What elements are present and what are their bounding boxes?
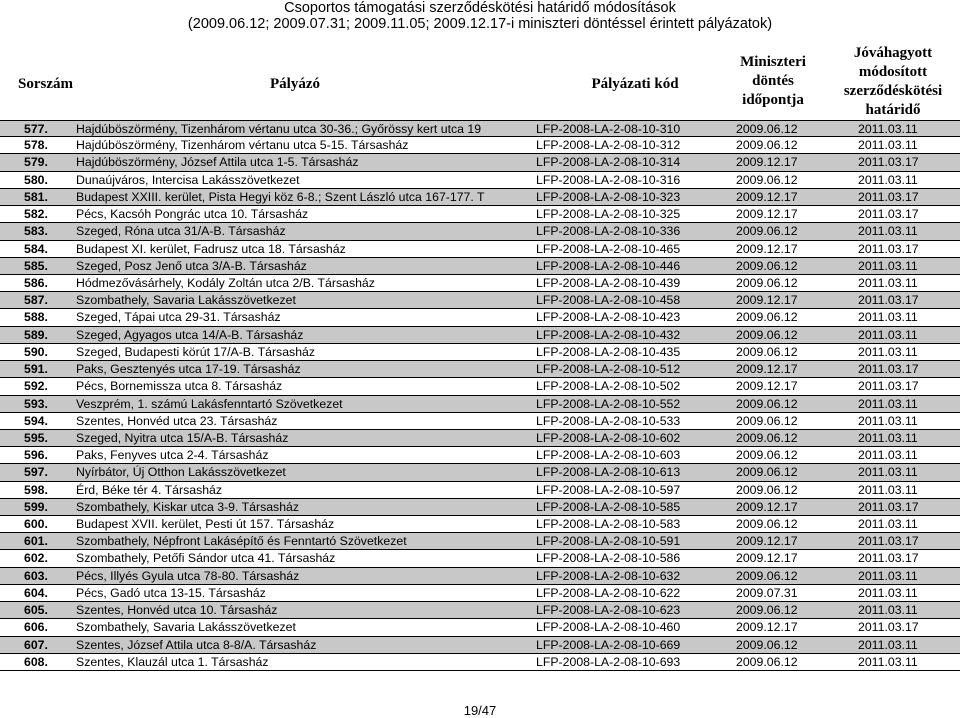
row-code: LFP-2008-LA-2-08-10-310 bbox=[536, 122, 681, 136]
row-code: LFP-2008-LA-2-08-10-623 bbox=[536, 603, 681, 618]
row-deadline: 2011.03.11 bbox=[858, 138, 918, 153]
column-header-miniszteri-dontes bbox=[718, 53, 828, 110]
row-applicant: Budapest XVII. kerület, Pesti út 157. Társasház bbox=[76, 517, 335, 532]
row-applicant: Hajdúböszörmény, József Attila utca 1-5. Társasház bbox=[76, 155, 359, 170]
row-decision-date: 2009.06.12 bbox=[736, 637, 798, 652]
table-row bbox=[0, 327, 960, 344]
column-header-sorszam: Sorszám bbox=[18, 76, 73, 92]
row-code: LFP-2008-LA-2-08-10-325 bbox=[536, 207, 681, 222]
row-applicant: Paks, Fenyves utca 2-4. Társasház bbox=[76, 448, 269, 463]
table-row bbox=[0, 602, 960, 619]
row-deadline: 2011.03.17 bbox=[858, 207, 919, 222]
table-row bbox=[0, 464, 960, 481]
row-deadline: 2011.03.17 bbox=[858, 241, 919, 256]
row-number: 594. bbox=[24, 413, 48, 428]
row-code: LFP-2008-LA-2-08-10-512 bbox=[536, 362, 681, 377]
row-applicant: Pécs, Bornemissza utca 8. Társasház bbox=[76, 379, 283, 394]
row-decision-date: 2009.06.12 bbox=[736, 224, 798, 239]
row-number: 604. bbox=[24, 585, 48, 600]
row-deadline: 2011.03.11 bbox=[858, 482, 918, 497]
row-applicant: Szombathely, Kiskar utca 3-9. Társasház bbox=[76, 499, 300, 514]
row-code: LFP-2008-LA-2-08-10-533 bbox=[536, 413, 681, 428]
row-number: 580. bbox=[24, 172, 48, 187]
row-code: LFP-2008-LA-2-08-10-622 bbox=[536, 585, 681, 600]
row-code: LFP-2008-LA-2-08-10-586 bbox=[536, 551, 681, 566]
row-deadline: 2011.03.17 bbox=[858, 499, 919, 514]
table-row bbox=[0, 206, 960, 223]
row-code: LFP-2008-LA-2-08-10-460 bbox=[536, 620, 681, 635]
row-code: LFP-2008-LA-2-08-10-465 bbox=[536, 241, 681, 256]
header-line: módosított bbox=[858, 64, 928, 80]
row-applicant: Dunaújváros, Intercisa Lakásszövetkezet bbox=[76, 172, 300, 187]
row-code: LFP-2008-LA-2-08-10-446 bbox=[536, 258, 681, 273]
row-applicant: Szeged, Nyitra utca 15/A-B. Társasház bbox=[76, 430, 289, 445]
table-row bbox=[0, 275, 960, 292]
table-row bbox=[0, 292, 960, 309]
row-applicant: Hajdúböszörmény, Tizenhárom vértanu utca 30-36.; Győrössy kert utca 19 bbox=[76, 122, 482, 136]
row-number: 593. bbox=[24, 396, 48, 411]
row-decision-date: 2009.12.17 bbox=[736, 551, 798, 566]
row-decision-date: 2009.06.12 bbox=[736, 310, 798, 325]
row-applicant: Szombathely, Népfront Lakásépítő és Fenntartó Szövetkezet bbox=[76, 534, 407, 549]
row-applicant: Hajdúböszörmény, Tizenhárom vértanu utca 5-15. Társasház bbox=[76, 138, 409, 153]
row-applicant: Pécs, Illyés Gyula utca 78-80. Társasház bbox=[76, 568, 300, 583]
row-number: 585. bbox=[24, 258, 48, 273]
row-applicant: Szentes, Klauzál utca 1. Társasház bbox=[76, 654, 269, 669]
row-code: LFP-2008-LA-2-08-10-602 bbox=[536, 430, 681, 445]
row-deadline: 2011.03.11 bbox=[858, 327, 918, 342]
row-deadline: 2011.03.17 bbox=[858, 534, 919, 549]
row-applicant: Pécs, Gadó utca 13-15. Társasház bbox=[76, 585, 266, 600]
row-code: LFP-2008-LA-2-08-10-585 bbox=[536, 499, 681, 514]
row-deadline: 2011.03.11 bbox=[858, 465, 918, 480]
row-number: 583. bbox=[24, 224, 48, 239]
table-row bbox=[0, 344, 960, 361]
row-decision-date: 2009.06.12 bbox=[736, 482, 798, 497]
row-number: 592. bbox=[24, 379, 48, 394]
row-code: LFP-2008-LA-2-08-10-613 bbox=[536, 465, 681, 480]
row-deadline: 2011.03.11 bbox=[858, 654, 918, 669]
page-number: 19/47 bbox=[463, 703, 497, 718]
row-number: 586. bbox=[24, 275, 48, 290]
row-code: LFP-2008-LA-2-08-10-669 bbox=[536, 637, 681, 652]
row-decision-date: 2009.06.12 bbox=[736, 517, 798, 532]
table-row bbox=[0, 430, 960, 447]
row-applicant: Érd, Béke tér 4. Társasház bbox=[76, 482, 223, 497]
row-deadline: 2011.03.17 bbox=[858, 362, 919, 377]
row-code: LFP-2008-LA-2-08-10-432 bbox=[536, 327, 681, 342]
row-number: 577. bbox=[24, 122, 48, 136]
row-number: 579. bbox=[24, 155, 48, 170]
table-row bbox=[0, 447, 960, 464]
row-number: 606. bbox=[24, 620, 48, 635]
row-applicant: Szentes, Honvéd utca 10. Társasház bbox=[76, 603, 278, 618]
row-decision-date: 2009.12.17 bbox=[736, 241, 798, 256]
row-code: LFP-2008-LA-2-08-10-423 bbox=[536, 310, 681, 325]
table-row bbox=[0, 378, 960, 395]
row-applicant: Szentes, Honvéd utca 23. Társasház bbox=[76, 413, 278, 428]
row-decision-date: 2009.06.12 bbox=[736, 568, 798, 583]
row-number: 596. bbox=[24, 448, 48, 463]
row-number: 590. bbox=[24, 344, 48, 359]
row-applicant: Hódmezővásárhely, Kodály Zoltán utca 2/B. Társasház bbox=[76, 275, 375, 290]
table-row bbox=[0, 482, 960, 499]
row-decision-date: 2009.06.12 bbox=[736, 413, 798, 428]
row-deadline: 2011.03.11 bbox=[858, 430, 918, 445]
row-number: 600. bbox=[24, 517, 48, 532]
row-applicant: Szeged, Budapesti körút 17/A-B. Társasház bbox=[76, 344, 316, 359]
table-row bbox=[0, 533, 960, 550]
row-number: 602. bbox=[24, 551, 48, 566]
row-code: LFP-2008-LA-2-08-10-323 bbox=[536, 189, 681, 204]
row-decision-date: 2009.06.12 bbox=[736, 172, 798, 187]
table-row bbox=[0, 172, 960, 189]
row-applicant: Budapest XI. kerület, Fadrusz utca 18. Társasház bbox=[76, 241, 346, 256]
row-number: 607. bbox=[24, 637, 48, 652]
row-code: LFP-2008-LA-2-08-10-632 bbox=[536, 568, 681, 583]
table-row bbox=[0, 241, 960, 258]
column-header-jovahagyott-hatarido bbox=[828, 44, 958, 120]
row-code: LFP-2008-LA-2-08-10-312 bbox=[536, 138, 681, 153]
header-line: időpontja bbox=[742, 92, 804, 108]
row-number: 584. bbox=[24, 241, 48, 256]
document-title: Csoportos támogatási szerződéskötési határidő módosítások bbox=[284, 0, 676, 16]
row-decision-date: 2009.12.17 bbox=[736, 189, 798, 204]
table-row bbox=[0, 137, 960, 154]
row-applicant: Szeged, Agyagos utca 14/A-B. Társasház bbox=[76, 327, 304, 342]
row-deadline: 2011.03.11 bbox=[858, 603, 918, 618]
row-number: 598. bbox=[24, 482, 48, 497]
row-deadline: 2011.03.11 bbox=[858, 517, 918, 532]
table-row bbox=[0, 223, 960, 240]
row-applicant: Szeged, Tápai utca 29-31. Társasház bbox=[76, 310, 281, 325]
row-decision-date: 2009.12.17 bbox=[736, 362, 798, 377]
row-applicant: Szombathely, Savaria Lakásszövetkezet bbox=[76, 293, 296, 308]
row-number: 587. bbox=[24, 293, 48, 308]
row-deadline: 2011.03.11 bbox=[858, 275, 918, 290]
column-header-palyazo: Pályázó bbox=[270, 76, 320, 92]
header-line: döntés bbox=[752, 73, 794, 89]
row-applicant: Szombathely, Petőfi Sándor utca 41. Társasház bbox=[76, 551, 336, 566]
row-code: LFP-2008-LA-2-08-10-435 bbox=[536, 344, 681, 359]
row-code: LFP-2008-LA-2-08-10-603 bbox=[536, 448, 681, 463]
table-row bbox=[0, 258, 960, 275]
row-applicant: Nyírbátor, Új Otthon Lakásszövetkezet bbox=[76, 465, 286, 480]
row-number: 603. bbox=[24, 568, 48, 583]
row-applicant: Szeged, Róna utca 31/A-B. Társasház bbox=[76, 224, 286, 239]
table-row bbox=[0, 413, 960, 430]
row-number: 595. bbox=[24, 430, 48, 445]
row-code: LFP-2008-LA-2-08-10-597 bbox=[536, 482, 681, 497]
row-applicant: Paks, Gesztenyés utca 17-19. Társasház bbox=[76, 362, 301, 377]
row-deadline: 2011.03.11 bbox=[858, 637, 918, 652]
table-row bbox=[0, 189, 960, 206]
row-decision-date: 2009.12.17 bbox=[736, 620, 798, 635]
table-row bbox=[0, 568, 960, 585]
row-applicant: Szombathely, Savaria Lakásszövetkezet bbox=[76, 620, 296, 635]
table-row bbox=[0, 516, 960, 533]
row-decision-date: 2009.12.17 bbox=[736, 293, 798, 308]
row-deadline: 2011.03.11 bbox=[858, 396, 918, 411]
table-row bbox=[0, 585, 960, 602]
table-row bbox=[0, 396, 960, 413]
row-number: 608. bbox=[24, 654, 48, 669]
table-row bbox=[0, 654, 960, 671]
row-deadline: 2011.03.17 bbox=[858, 620, 919, 635]
row-applicant: Szentes, József Attila utca 8-8/A. Társasház bbox=[76, 637, 317, 652]
row-code: LFP-2008-LA-2-08-10-316 bbox=[536, 172, 681, 187]
row-decision-date: 2009.06.12 bbox=[736, 465, 798, 480]
row-decision-date: 2009.12.17 bbox=[736, 155, 798, 170]
row-code: LFP-2008-LA-2-08-10-583 bbox=[536, 517, 681, 532]
table-row bbox=[0, 120, 960, 137]
row-deadline: 2011.03.11 bbox=[858, 224, 918, 239]
header-line: szerződéskötési bbox=[843, 83, 943, 99]
row-decision-date: 2009.06.12 bbox=[736, 275, 798, 290]
row-decision-date: 2009.06.12 bbox=[736, 603, 798, 618]
row-deadline: 2011.03.17 bbox=[858, 293, 919, 308]
row-code: LFP-2008-LA-2-08-10-439 bbox=[536, 275, 681, 290]
row-code: LFP-2008-LA-2-08-10-314 bbox=[536, 155, 681, 170]
table-row bbox=[0, 309, 960, 326]
column-header-palyazati-kod: Pályázati kód bbox=[591, 76, 679, 92]
row-decision-date: 2009.06.12 bbox=[736, 122, 798, 136]
row-decision-date: 2009.06.12 bbox=[736, 654, 798, 669]
row-number: 589. bbox=[24, 327, 48, 342]
data-table bbox=[0, 120, 960, 671]
header-line: Miniszteri bbox=[740, 54, 806, 70]
row-number: 581. bbox=[24, 189, 48, 204]
row-number: 597. bbox=[24, 465, 48, 480]
row-code: LFP-2008-LA-2-08-10-591 bbox=[536, 534, 681, 549]
row-decision-date: 2009.06.12 bbox=[736, 344, 798, 359]
table-row bbox=[0, 499, 960, 516]
table-row bbox=[0, 154, 960, 171]
row-number: 582. bbox=[24, 207, 48, 222]
row-deadline: 2011.03.17 bbox=[858, 155, 919, 170]
row-decision-date: 2009.06.12 bbox=[736, 258, 798, 273]
row-decision-date: 2009.12.17 bbox=[736, 499, 798, 514]
table-row bbox=[0, 619, 960, 636]
row-decision-date: 2009.06.12 bbox=[736, 138, 798, 153]
row-applicant: Szeged, Posz Jenő utca 3/A-B. Társasház bbox=[76, 258, 307, 273]
row-number: 605. bbox=[24, 603, 48, 618]
row-code: LFP-2008-LA-2-08-10-502 bbox=[536, 379, 681, 394]
row-applicant: Veszprém, 1. számú Lakásfenntartó Szövetkezet bbox=[76, 396, 343, 411]
row-number: 599. bbox=[24, 499, 48, 514]
row-deadline: 2011.03.11 bbox=[858, 585, 918, 600]
row-deadline: 2011.03.11 bbox=[858, 310, 918, 325]
row-deadline: 2011.03.11 bbox=[858, 258, 918, 273]
header-line: Jóváhagyott bbox=[853, 45, 933, 61]
row-code: LFP-2008-LA-2-08-10-458 bbox=[536, 293, 681, 308]
row-deadline: 2011.03.11 bbox=[858, 172, 918, 187]
row-deadline: 2011.03.17 bbox=[858, 551, 919, 566]
table-row bbox=[0, 361, 960, 378]
header-line: határidő bbox=[865, 102, 921, 118]
row-code: LFP-2008-LA-2-08-10-693 bbox=[536, 654, 681, 669]
row-deadline: 2011.03.17 bbox=[858, 189, 919, 204]
row-decision-date: 2009.07.31 bbox=[736, 585, 798, 600]
row-deadline: 2011.03.11 bbox=[858, 344, 918, 359]
row-decision-date: 2009.06.12 bbox=[736, 396, 798, 411]
row-code: LFP-2008-LA-2-08-10-552 bbox=[536, 396, 681, 411]
row-decision-date: 2009.06.12 bbox=[736, 327, 798, 342]
row-deadline: 2011.03.11 bbox=[858, 448, 918, 463]
row-deadline: 2011.03.11 bbox=[858, 413, 918, 428]
row-number: 591. bbox=[24, 362, 48, 377]
row-number: 588. bbox=[24, 310, 48, 325]
row-deadline: 2011.03.11 bbox=[858, 122, 918, 136]
row-decision-date: 2009.12.17 bbox=[736, 534, 798, 549]
row-applicant: Pécs, Kacsóh Pongrác utca 10. Társasház bbox=[76, 207, 309, 222]
row-deadline: 2011.03.11 bbox=[858, 568, 918, 583]
document-subtitle: (2009.06.12; 2009.07.31; 2009.11.05; 2009.12.17-i miniszteri döntéssel érintett pályázatok) bbox=[187, 16, 773, 32]
row-decision-date: 2009.12.17 bbox=[736, 379, 798, 394]
row-code: LFP-2008-LA-2-08-10-336 bbox=[536, 224, 681, 239]
table-row bbox=[0, 637, 960, 654]
row-decision-date: 2009.06.12 bbox=[736, 430, 798, 445]
row-decision-date: 2009.06.12 bbox=[736, 448, 798, 463]
row-number: 601. bbox=[24, 534, 48, 549]
row-deadline: 2011.03.17 bbox=[858, 379, 919, 394]
table-row bbox=[0, 550, 960, 567]
row-applicant: Budapest XXIII. kerület, Pista Hegyi köz 6-8.; Szent László utca 167-177. T bbox=[76, 189, 485, 204]
row-number: 578. bbox=[24, 138, 48, 153]
row-decision-date: 2009.12.17 bbox=[736, 207, 798, 222]
